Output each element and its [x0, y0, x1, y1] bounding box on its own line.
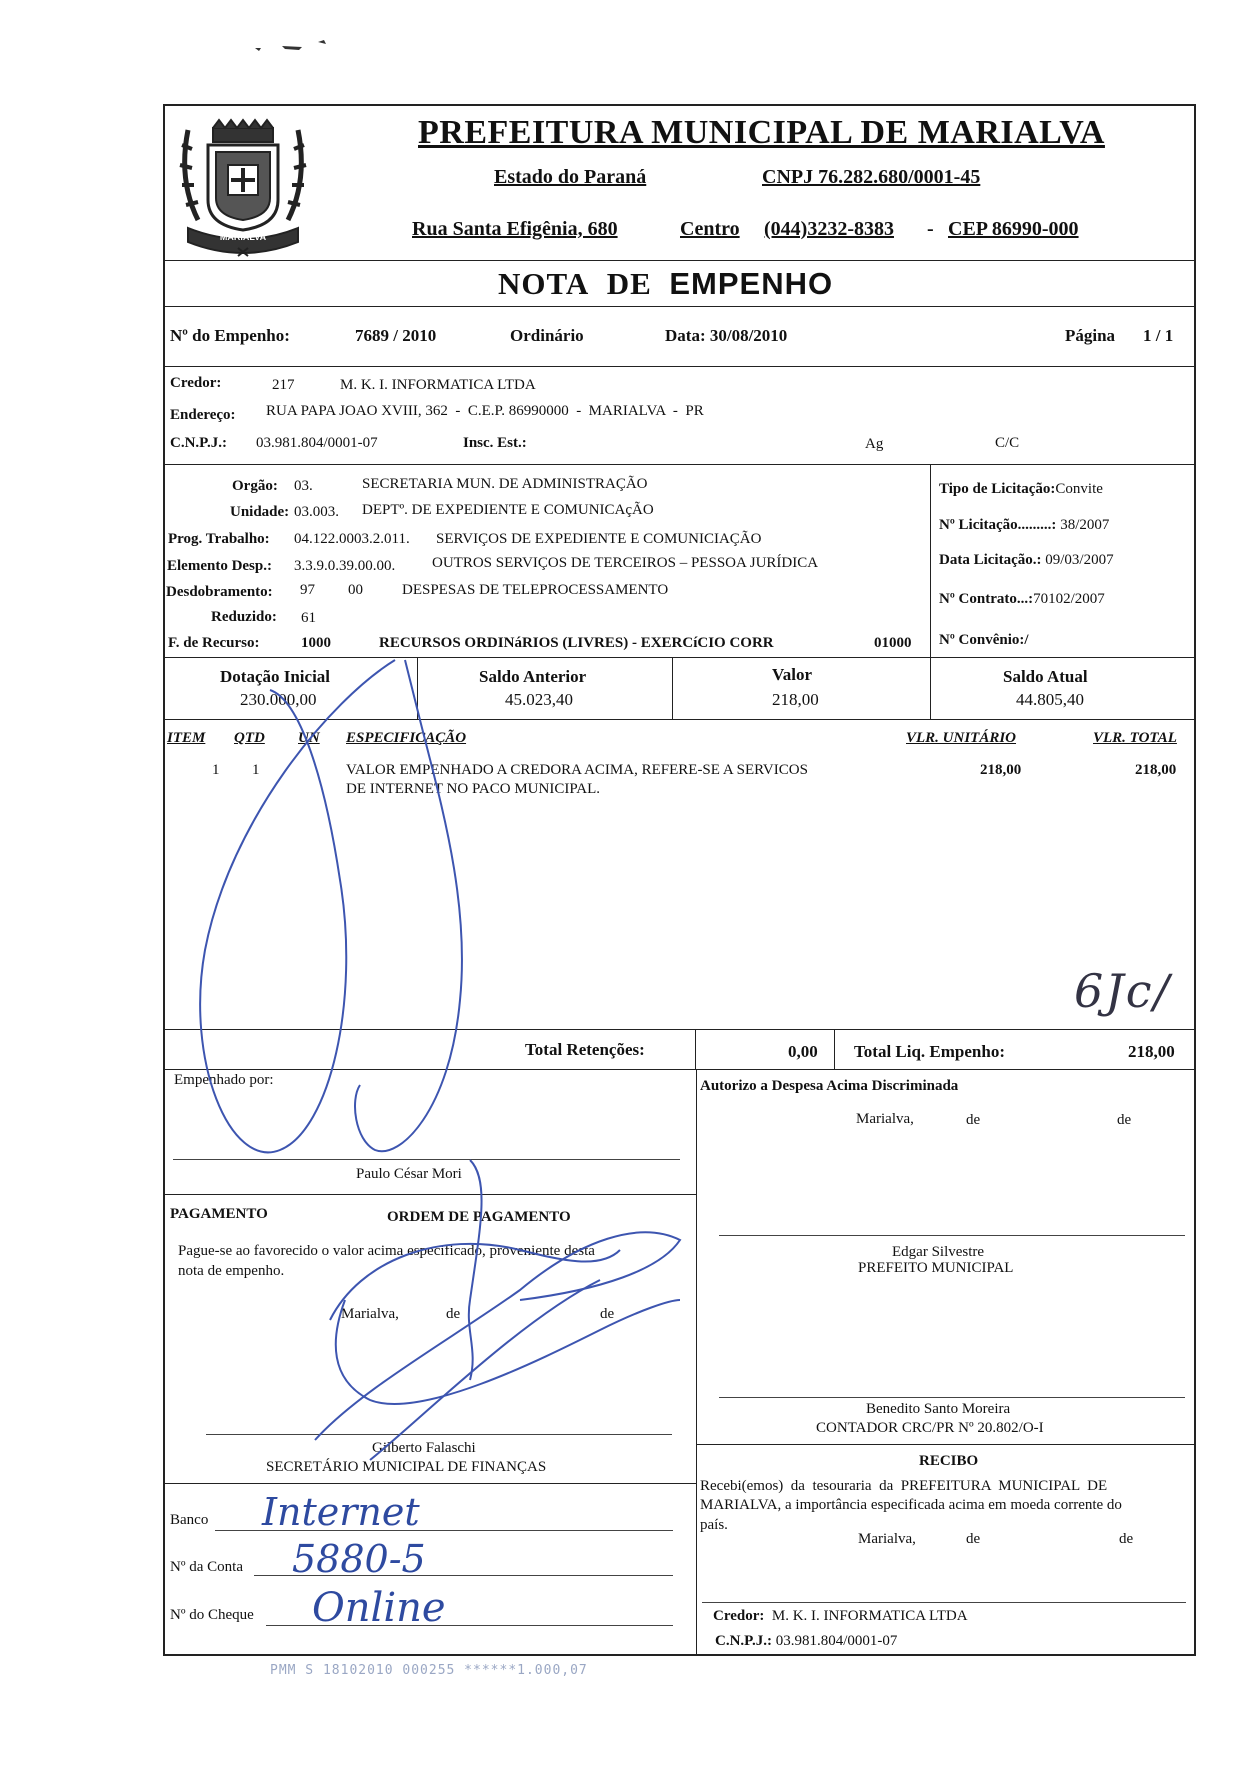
recibo-text-3: país. — [700, 1517, 728, 1533]
ag-label: Ag — [865, 436, 884, 452]
dotacao-value: 230.000,00 — [240, 690, 317, 709]
tipo-licitacao-label: Tipo de Licitação: — [939, 481, 1056, 497]
header-cep: CEP 86990-000 — [948, 218, 1079, 240]
recibo-text-2: MARIALVA, a importância especificada acima em moeda corrente do — [700, 1497, 1122, 1513]
header-title: PREFEITURA MUNICIPAL DE MARIALVA — [418, 114, 1105, 151]
data-licitacao-value: 09/03/2007 — [1045, 552, 1114, 568]
valor-label: Valor — [772, 665, 812, 684]
doc-title — [498, 266, 833, 302]
saldo-atual-value: 44.805,40 — [1016, 690, 1084, 709]
col-un: UN — [298, 730, 320, 746]
prog-label: Prog. Trabalho: — [168, 531, 270, 547]
scan-speck — [255, 40, 326, 51]
banco-handwritten: Internet — [262, 1490, 420, 1534]
recurso-label: F. de Recurso: — [168, 635, 260, 651]
empenhado-name: Paulo César Mori — [356, 1166, 462, 1182]
data-licitacao-label: Data Licitação.: — [939, 552, 1042, 568]
cc-label: C/C — [995, 435, 1020, 451]
num-convenio: Nº Convênio:/ — [939, 632, 1029, 648]
prefeito-role: PREFEITO MUNICIPAL — [858, 1260, 1014, 1276]
recibo-cnpj-label: C.N.P.J.: — [715, 1633, 772, 1649]
secretario-name: Gilberto Falaschi — [372, 1440, 476, 1456]
empenhado-label: Empenhado por: — [174, 1072, 274, 1088]
header-sep: - — [927, 218, 934, 240]
credor-label: Credor: — [170, 375, 222, 391]
total-liq-label: Total Liq. Empenho: — [854, 1042, 1005, 1061]
dotacao-label: Dotação Inicial — [220, 667, 331, 686]
recurso-name: RECURSOS ORDINáRIOS (LIVRES) - EXERCíCIO CORR — [379, 635, 774, 651]
empenho-label: Nº do Empenho: — [170, 326, 290, 345]
orgao-name: SECRETARIA MUN. DE ADMINISTRAÇÃO — [362, 476, 648, 492]
cnpj-value: 03.981.804/0001-07 — [256, 435, 378, 451]
elemento-label: Elemento Desp.: — [167, 558, 272, 574]
secretario-role: SECRETÁRIO MUNICIPAL DE FINANÇAS — [266, 1459, 547, 1475]
elemento-code: 3.3.9.0.39.00.00. — [294, 558, 396, 574]
saldo-atual-label: Saldo Atual — [1003, 667, 1088, 686]
col-total-value: VLR. TOTAL — [1093, 730, 1177, 746]
desdob-name: DESPESAS DE TELEPROCESSAMENTO — [402, 582, 669, 598]
pagamento-text-2: nota de empenho. — [178, 1263, 285, 1279]
item-total-value: 218,00 — [1135, 762, 1177, 778]
valor-value: 218,00 — [772, 690, 819, 709]
header-cnpj: CNPJ 76.282.680/0001-45 — [762, 166, 981, 188]
cheque-handwritten: Online — [312, 1585, 446, 1631]
prog-name: SERVIÇOS DE EXPEDIENTE E COMUNICIAÇÃO — [436, 531, 762, 547]
item-qtd: 1 — [252, 762, 260, 778]
autorizo-city: Marialva, — [856, 1111, 914, 1127]
item-spec-line-2: DE INTERNET NO PACO MUNICIPAL. — [346, 781, 601, 797]
header-phone: (044)3232-8383 — [764, 218, 894, 240]
ordem-pagamento-label: ORDEM DE PAGAMENTO — [387, 1209, 571, 1225]
recibo-city: Marialva, — [858, 1531, 916, 1547]
header-district: Centro — [680, 218, 740, 240]
item-number: 1 — [212, 762, 220, 778]
orgao-label: Orgão: — [232, 478, 278, 494]
pagamento-text-1: Pague-se ao favorecido o valor acima especificado, proveniente desta — [178, 1243, 595, 1259]
num-licitacao-label: Nº Licitação.........: — [939, 517, 1057, 533]
saldo-anterior-value: 45.023,40 — [505, 690, 573, 709]
desdob-code-2: 00 — [348, 582, 363, 598]
recibo-de-2: de — [1119, 1531, 1134, 1547]
autorizo-de-1: de — [966, 1112, 981, 1128]
pagamento-de-2: de — [600, 1306, 615, 1322]
pagamento-label: PAGAMENTO — [170, 1206, 268, 1222]
cheque-label: Nº do Cheque — [170, 1607, 254, 1623]
cnpj-label: C.N.P.J.: — [170, 435, 227, 451]
empenho-number: 7689 / 2010 — [355, 326, 437, 345]
prog-code: 04.122.0003.2.011. — [294, 531, 410, 547]
recibo-credor — [713, 1608, 968, 1625]
unidade-name: DEPTº. DE EXPEDIENTE E COMUNICAçÃO — [362, 502, 654, 518]
conta-handwritten: 5880-5 — [292, 1537, 426, 1581]
header-state: Estado do Paraná — [494, 166, 647, 188]
banco-label: Banco — [170, 1512, 209, 1528]
recurso-code-2: 01000 — [874, 635, 912, 651]
recibo-cnpj-value: 03.981.804/0001-07 — [775, 1633, 898, 1649]
col-unit-value: VLR. UNITÁRIO — [906, 730, 1017, 746]
reduzido-label: Reduzido: — [211, 609, 277, 625]
empenho-date: Data: 30/08/2010 — [665, 326, 788, 345]
data-licitacao — [939, 552, 1114, 569]
recibo-title: RECIBO — [919, 1453, 979, 1469]
credor-code: 217 — [272, 377, 295, 393]
contador-name: Benedito Santo Moreira — [866, 1401, 1011, 1417]
elemento-name: OUTROS SERVIÇOS DE TERCEIROS – PESSOA JURÍDICA — [432, 555, 819, 571]
recibo-de-1: de — [966, 1531, 981, 1547]
num-contrato — [939, 591, 1105, 608]
autorizo-label: Autorizo a Despesa Acima Discriminada — [700, 1078, 959, 1094]
page-label: Página — [1065, 326, 1116, 345]
doc-title-word-3: EMPENHO — [669, 266, 834, 301]
retencoes-label: Total Retenções: — [525, 1040, 645, 1059]
prefeito-name: Edgar Silvestre — [892, 1244, 985, 1260]
num-licitacao-value: 38/2007 — [1060, 517, 1110, 533]
footer-stamp: PMM S 18102010 000255 ******1.000,07 — [270, 1663, 588, 1678]
municipal-seal — [168, 110, 318, 258]
col-item: ITEM — [167, 730, 206, 746]
num-licitacao — [939, 517, 1109, 534]
tipo-licitacao-value: Convite — [1055, 481, 1103, 497]
num-contrato-label: Nº Contrato...: — [939, 591, 1034, 607]
pagamento-city: Marialva, — [341, 1306, 399, 1322]
doc-title-word-1: NOTA — [498, 266, 590, 301]
unidade-label: Unidade: — [230, 504, 290, 520]
desdob-label: Desdobramento: — [166, 584, 273, 600]
conta-label: Nº da Conta — [170, 1559, 243, 1575]
item-unit-value: 218,00 — [980, 762, 1022, 778]
handwritten-note: 6Jc/ — [1074, 964, 1171, 1018]
endereco-label: Endereço: — [170, 407, 236, 423]
credor-name: M. K. I. INFORMATICA LTDA — [340, 377, 536, 393]
empenho-type: Ordinário — [510, 326, 584, 345]
recibo-credor-name: M. K. I. INFORMATICA LTDA — [771, 1608, 968, 1624]
recibo-text-1: Recebi(emos) da tesouraria da PREFEITURA MUNICIPAL DE — [700, 1478, 1108, 1494]
saldo-anterior-label: Saldo Anterior — [479, 667, 587, 686]
recibo-cnpj — [715, 1633, 897, 1650]
unidade-code: 03.003. — [294, 504, 339, 520]
recibo-credor-label: Credor: — [713, 1608, 765, 1624]
desdob-code-1: 97 — [300, 582, 315, 598]
contador-role: CONTADOR CRC/PR Nº 20.802/O-I — [816, 1420, 1044, 1436]
page-number: 1 / 1 — [1143, 326, 1174, 345]
recurso-code: 1000 — [301, 635, 331, 651]
seal-lettering: MARIALVA — [219, 232, 267, 242]
reduzido-value: 61 — [301, 610, 316, 626]
retencoes-value: 0,00 — [788, 1042, 818, 1061]
doc-title-word-2: DE — [606, 266, 652, 301]
num-contrato-value: 70102/2007 — [1033, 591, 1105, 607]
autorizo-de-2: de — [1117, 1112, 1132, 1128]
header-street: Rua Santa Efigênia, 680 — [412, 218, 618, 240]
tipo-licitacao — [939, 481, 1103, 498]
item-spec-line-1: VALOR EMPENHADO A CREDORA ACIMA, REFERE-SE A SERVICOS — [346, 762, 808, 778]
insc-est-label: Insc. Est.: — [463, 435, 527, 451]
pagamento-de-1: de — [446, 1306, 461, 1322]
col-spec: ESPECIFICAÇÃO — [346, 730, 467, 746]
col-qtd: QTD — [234, 730, 265, 746]
total-liq-value: 218,00 — [1128, 1042, 1175, 1061]
endereco-value: RUA PAPA JOAO XVIII, 362 - C.E.P. 86990000 - MARIALVA - PR — [266, 403, 704, 419]
orgao-code: 03. — [294, 478, 313, 494]
